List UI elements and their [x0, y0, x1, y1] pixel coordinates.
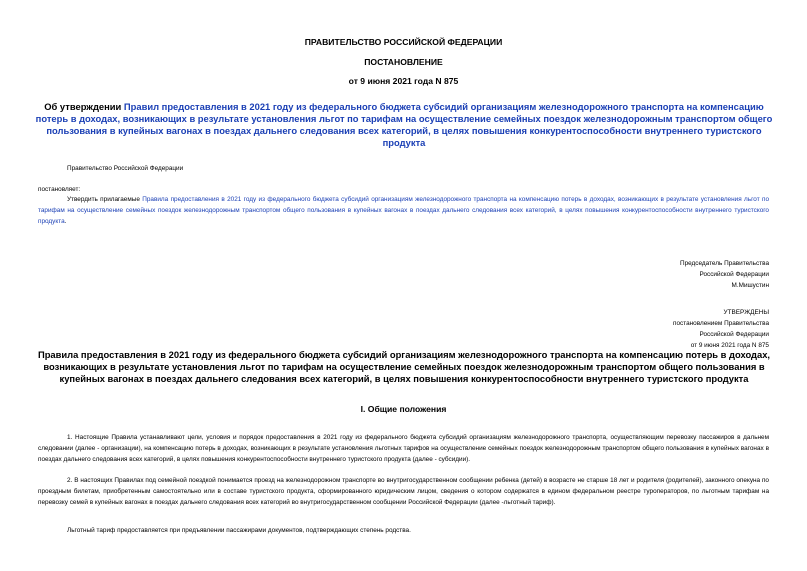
doc-date-number: от 9 июня 2021 года N 875: [348, 76, 459, 86]
signature-block: [680, 258, 769, 291]
approved-date: от 9 июня 2021 года N 875: [690, 342, 769, 349]
approve-suffix: .: [64, 218, 67, 225]
government-heading: ПРАВИТЕЛЬСТВО РОССИЙСКОЙ ФЕДЕРАЦИИ: [304, 37, 503, 47]
signature-country: Российской Федерации: [699, 271, 769, 278]
paragraph-1: 1. Настоящие Правила устанавливают цели, условия и порядок предоставления в 2021 году из федерального бюджета субсидий организациям железнодорожного транспорта, осуществляющим перевозку пассажиров в дальнем следовании (далее - организации), на компенсацию потерь в доходах, возникающих в результате установления льготных тарифов на осуществление семейных поездок железнодорожным транспортом общего пользования в купейных вагонах в поездах дальнего следования всех категорий, в целях повышения конкурентоспособности внутреннего туристского продукта (далее - субсидии).: [38, 434, 769, 463]
approval-stamp-block: [673, 307, 769, 351]
approved-by: постановлением Правительства: [673, 320, 769, 327]
document-title: [34, 101, 774, 149]
resolves-text: постановляет:: [38, 186, 81, 193]
government-body-text: Правительство Российской Федерации: [67, 165, 184, 172]
approved-label: УТВЕРЖДЕНЫ: [723, 309, 769, 316]
rules-title: Правила предоставления в 2021 году из федерального бюджета субсидий организациям железнодорожного транспорта на компенсацию потерь в доходах, возникающих в результате установления льгот по тарифам на осуществление семейных поездок железнодорожным транспортом общего пользования в купейных вагонах в поездах дальнего следования всех категорий, в целях повышения конкурентоспособности внутреннего туристского продукта: [37, 349, 771, 384]
section-heading: I. Общие положения: [360, 404, 447, 414]
approve-prefix: Утвердить прилагаемые: [67, 196, 143, 203]
signature-name: М.Мишустин: [731, 282, 769, 289]
rules-title-link[interactable]: Правил предоставления в 2021 году из федерального бюджета субсидий организациям железнодорожного транспорта на компенсацию потерь в доходах, возникающих в результате установления льгот по тарифам на осуществление семейных поездок железнодорожным транспортом общего пользования в купейных вагонах в поездах дальнего следования всех категорий, в целях повышения конкурентоспособности внутреннего туристского продукта: [35, 101, 773, 148]
paragraph-2: 2. В настоящих Правилах под семейной поездкой понимается проезд на железнодорожном транспорте во внутригосударственном сообщении ребенка (детей) в возрасте не старше 18 лет и родителя (родителей), законного опекуна по проездным билетам, приобретенным самостоятельно или в составе туристского продукта, сформированного юридическим лицом, сведения о котором содержатся в едином федеральном реестре туроператоров, по льготным тарифам на перевозку семей в купейных вагонах в поездах дальнего следования всех категорий во внутригосударственном сообщении Российской Федерации (далее -льготный тариф).: [38, 477, 769, 506]
approve-paragraph: [38, 194, 769, 227]
paragraph-3: Льготный тариф предоставляется при предъявлении пассажирами документов, подтверждающих степень родства.: [67, 527, 411, 534]
doc-type-heading: ПОСТАНОВЛЕНИЕ: [364, 57, 443, 67]
approved-country: Российской Федерации: [699, 331, 769, 338]
approve-rules-link[interactable]: Правила предоставления в 2021 году из федерального бюджета субсидий организациям железнодорожного транспорта на компенсацию потерь в доходах, возникающих в результате установления льгот по тарифам на осуществление семейных поездок железнодорожным транспортом общего пользования в купейных вагонах в поездах дальнего следования всех категорий, в целях повышения конкурентоспособности внутреннего туристского продукта: [38, 196, 769, 225]
signature-position: Председатель Правительства: [680, 260, 769, 267]
document-title-prefix: Об утверждении: [44, 101, 124, 112]
